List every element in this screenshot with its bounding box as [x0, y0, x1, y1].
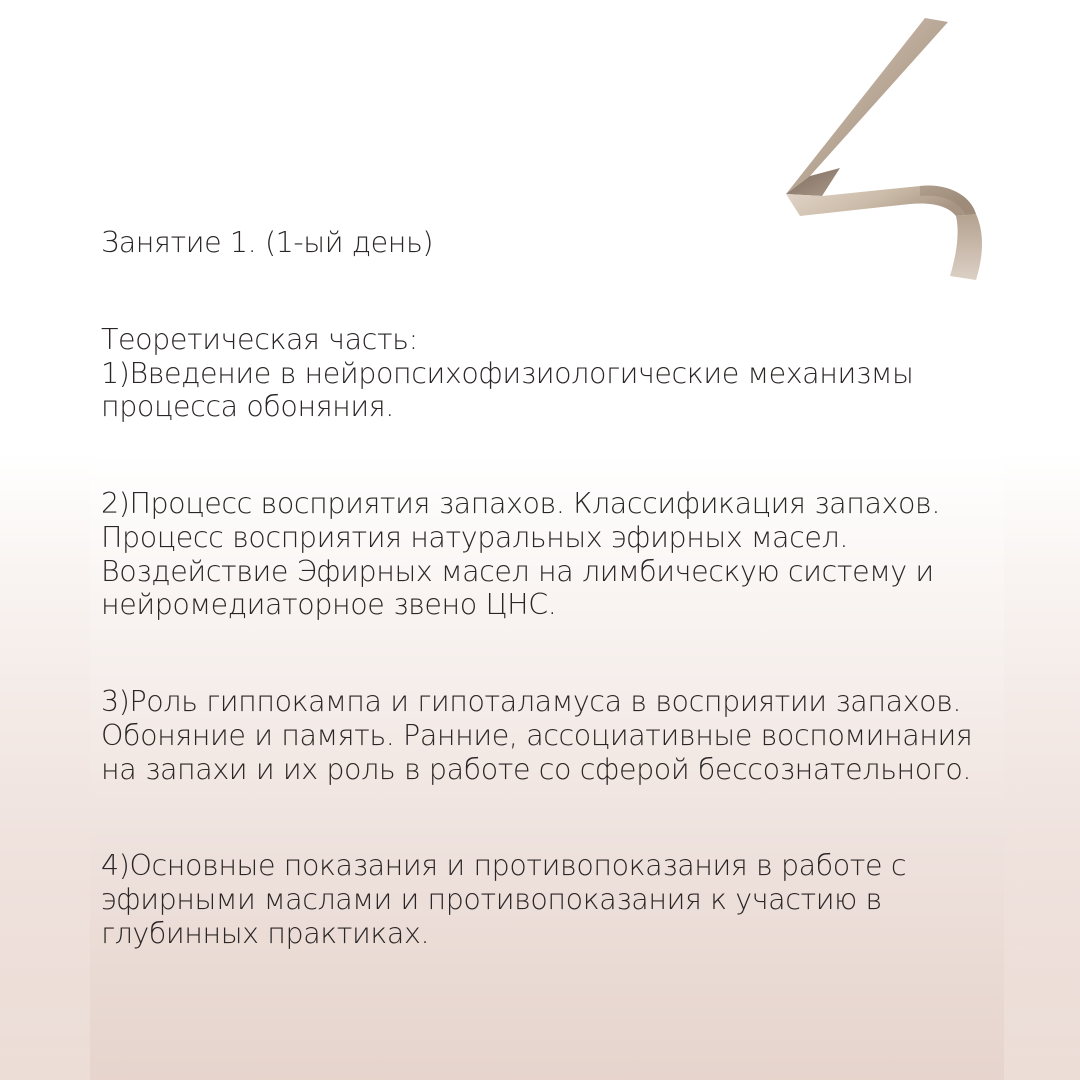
list-item: 2)Процесс восприятия запахов. Классификация запахов. Процесс восприятия натуральных эфирных масел. Воздействие Эфирных масел на лимбическую систему и нейромедиаторное звено ЦНС.: [101, 487, 940, 622]
list-item: 1)Введение в нейропсихофизиологические механизмы процесса обоняния.: [101, 356, 914, 424]
session-content: [101, 226, 1001, 951]
spacer: [101, 786, 1001, 849]
list-item: 4)Основные показания и противопоказания в работе с эфирными маслами и противопоказания к участию в глубинных практиках.: [101, 849, 907, 950]
section-label: Теоретическая часть:: [101, 322, 418, 356]
list-item: 3)Роль гиппокампа и гипоталамуса в восприятии запахов. Обоняние и память. Ранние, ассоциативные воспоминания на запахи и их роль в работе со сферой бессознательного.: [101, 685, 973, 786]
spacer: [101, 260, 1001, 323]
session-title: Занятие 1. (1-ый день): [101, 226, 434, 259]
right-background-panel: [1004, 440, 1080, 1080]
left-background-panel: [0, 440, 90, 1080]
spacer: [101, 622, 1001, 685]
spacer: [101, 424, 1001, 487]
